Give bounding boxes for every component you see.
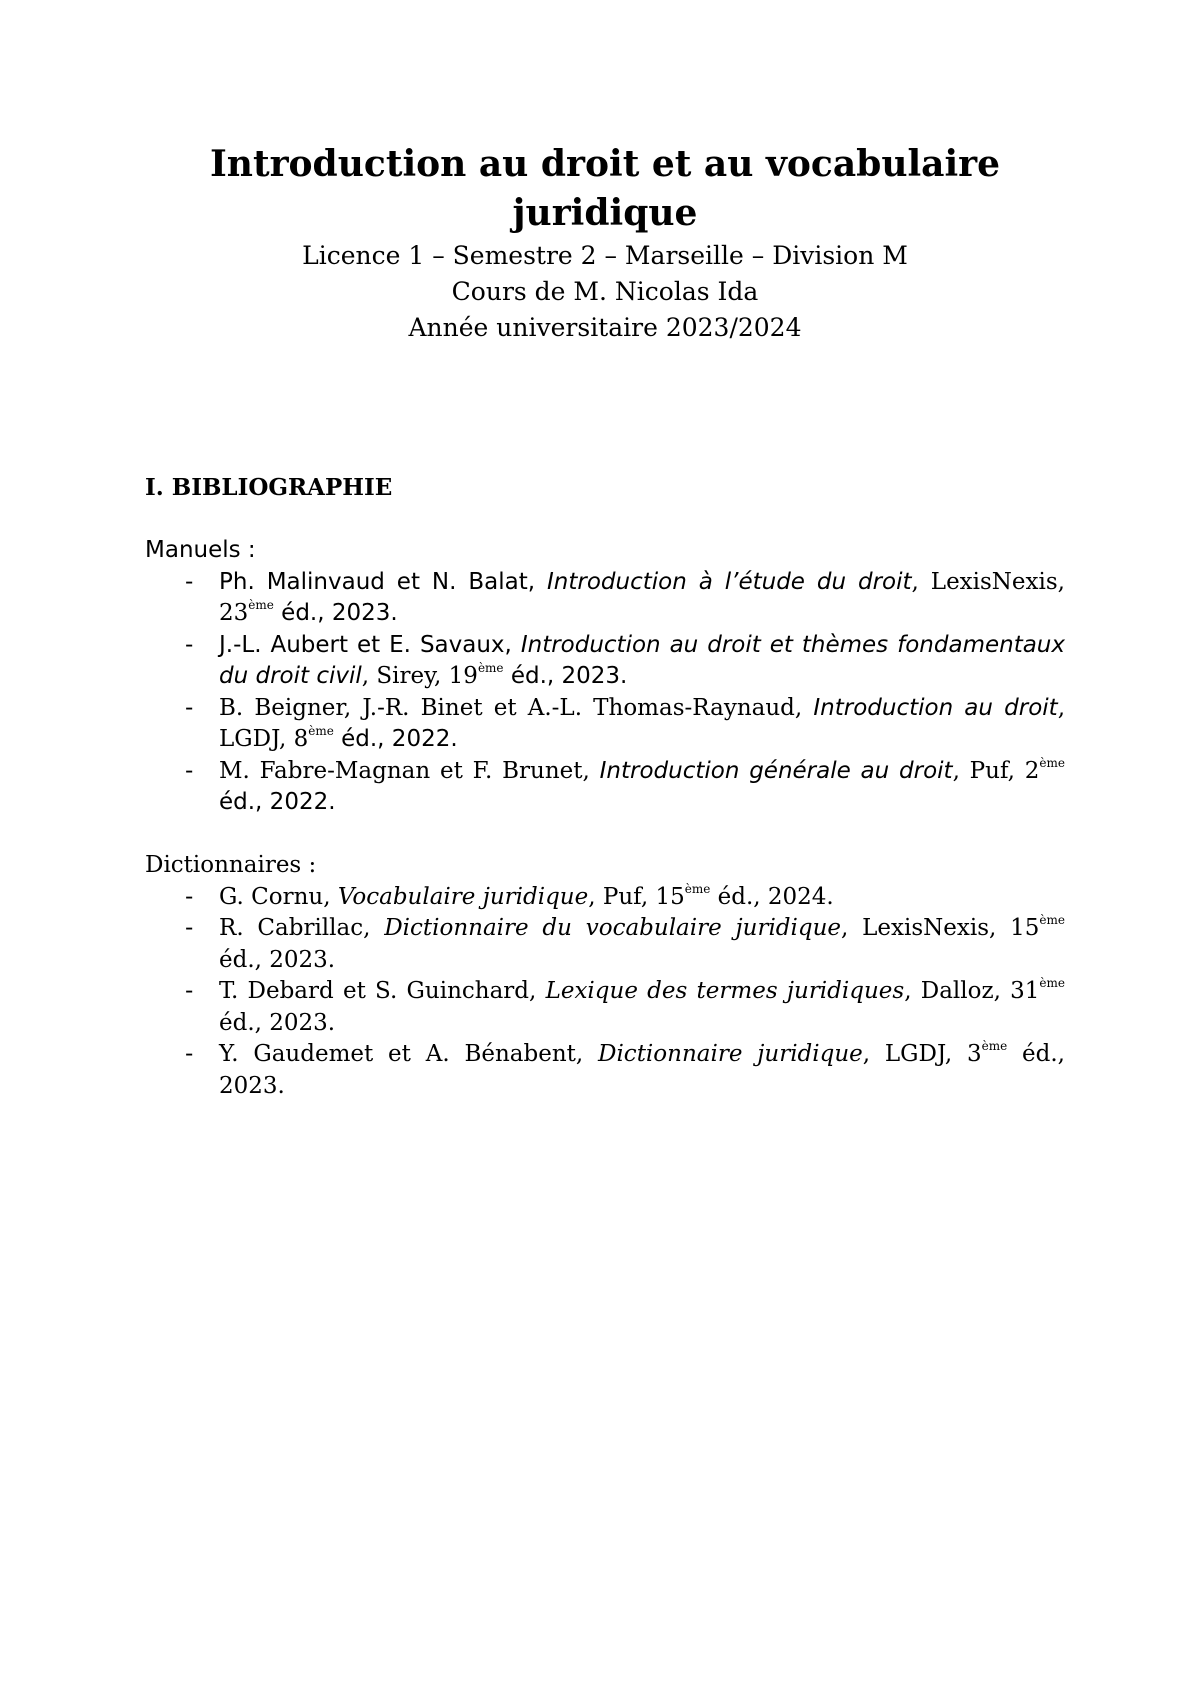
item-rest: éd., 2022. [219, 789, 336, 815]
list-item [145, 1039, 1065, 1102]
item-publisher: , Puf, 15 [588, 883, 685, 910]
item-title: Vocabulaire juridique [337, 883, 589, 910]
year-line: Année universitaire 2023/2024 [408, 313, 802, 342]
teacher-line: Cours de M. Nicolas Ida [451, 277, 759, 306]
item-edition-sup: ème [308, 724, 334, 738]
item-edition-sup: ème [1039, 755, 1065, 770]
item-edition-sup: ème [1039, 913, 1065, 927]
list-item [145, 567, 1065, 630]
item-edition-sup: ème [981, 1039, 1008, 1053]
item-rest: éd., 2023. [219, 1009, 336, 1036]
item-edition-sup: ème [1039, 976, 1065, 990]
list-item [145, 882, 1065, 914]
item-edition-sup: ème [477, 661, 504, 675]
item-publisher: , LexisNexis, 15 [841, 915, 1040, 941]
list-marker: - [185, 1041, 194, 1067]
item-publisher: , LexisNexis, 23 [219, 568, 1065, 626]
manuels-list [145, 567, 1065, 819]
item-publisher: , LGDJ, 3 [862, 1041, 982, 1067]
item-edition-sup: ème [684, 881, 711, 896]
list-marker: - [185, 694, 194, 721]
item-rest: éd., 2023. [219, 1041, 1065, 1099]
item-title: Lexique des termes juridiques [545, 978, 905, 1004]
item-rest: éd., 2023. [503, 663, 628, 689]
dictionnaires-heading: Dictionnaires : [145, 852, 317, 878]
document-body [145, 472, 1065, 1102]
list-item [145, 693, 1065, 756]
item-title: Introduction au droit et thèmes fondamentaux du droit civil [219, 631, 1065, 689]
list-marker: - [185, 757, 194, 784]
dictionnaires-list [145, 882, 1065, 1103]
item-title: Introduction générale au droit [599, 757, 953, 784]
list-marker: - [185, 883, 194, 910]
item-authors: Ph. Malinvaud et N. Balat, [219, 568, 547, 595]
list-marker: - [185, 978, 194, 1004]
list-item [145, 976, 1065, 1039]
item-publisher: , LGDJ, 8 [219, 694, 1065, 752]
item-title: Dictionnaire du vocabulaire juridique [384, 915, 842, 941]
section-heading-bibliographie: I. BIBLIOGRAPHIE [145, 474, 393, 501]
item-title: Introduction à l’étude du droit [547, 568, 912, 595]
item-publisher: , Puf, 2 [952, 757, 1040, 784]
item-rest: éd., 2023. [273, 600, 398, 626]
item-rest: éd., 2022. [333, 726, 458, 752]
list-item [145, 630, 1065, 693]
list-item [145, 756, 1065, 819]
list-marker: - [185, 568, 194, 595]
spacer [145, 819, 1065, 851]
item-authors: M. Fabre-Magnan et F. Brunet, [219, 757, 600, 784]
list-marker: - [185, 631, 194, 658]
document-title: Introduction au droit et au vocabulaire juridique [209, 143, 1001, 234]
title-block [145, 140, 1065, 346]
manuels-heading: Manuels : [145, 537, 256, 563]
item-authors: T. Debard et S. Guinchard, [219, 978, 546, 1004]
item-authors: J.-L. Aubert et E. Savaux, [219, 631, 521, 658]
list-item [145, 913, 1065, 976]
item-publisher: , Sirey, 19 [361, 663, 478, 689]
item-edition-sup: ème [248, 598, 274, 612]
item-authors: B. Beigner, J.-R. Binet et A.-L. Thomas-Raynaud, [219, 694, 814, 721]
list-marker: - [185, 915, 194, 941]
item-title: Dictionnaire juridique [598, 1041, 863, 1067]
item-rest: éd., 2024. [710, 883, 834, 910]
item-authors: Y. Gaudemet et A. Bénabent, [219, 1041, 599, 1067]
item-rest: éd., 2023. [219, 946, 336, 973]
item-authors: R. Cabrillac, [219, 915, 385, 941]
item-title: Introduction au droit [813, 694, 1058, 721]
item-publisher: , Dalloz, 31 [904, 978, 1040, 1004]
program-line: Licence 1 – Semestre 2 – Marseille – Division M [302, 241, 908, 270]
item-authors: G. Cornu, [219, 883, 338, 910]
